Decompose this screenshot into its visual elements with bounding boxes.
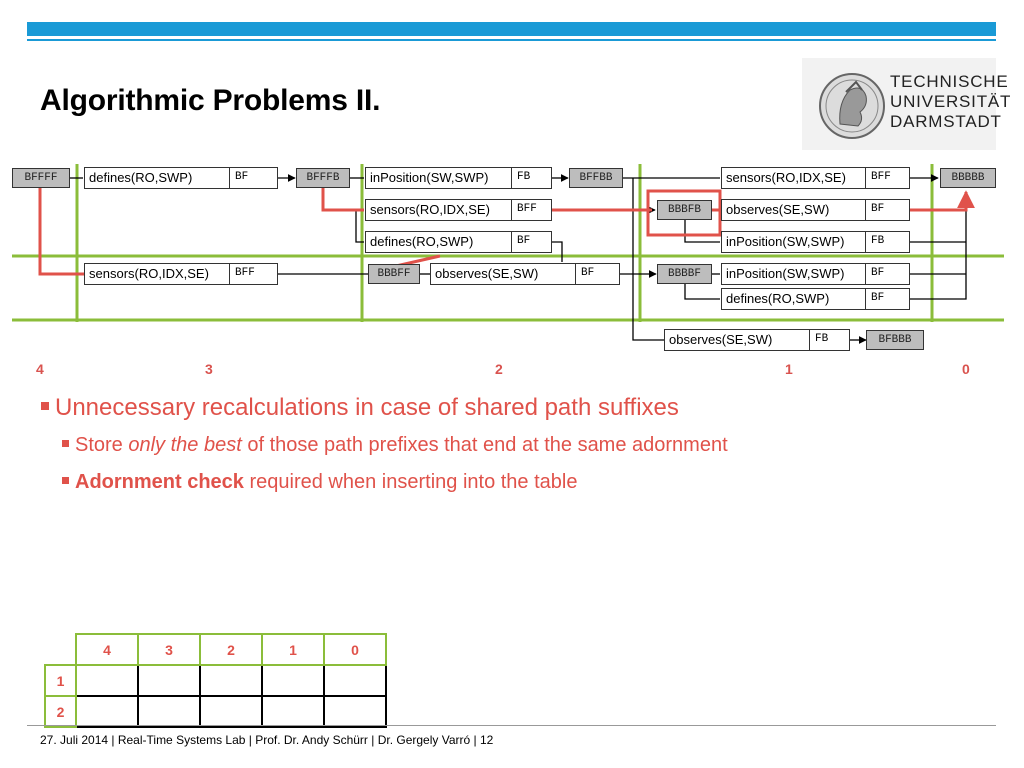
state-box: BFFBB <box>569 168 623 188</box>
table-cell <box>138 696 200 727</box>
table-header-cell: 3 <box>138 634 200 665</box>
level-label: 0 <box>962 361 970 377</box>
table-header-cell: 2 <box>200 634 262 665</box>
connector <box>685 218 720 242</box>
rule-adornment: BFF <box>229 264 277 284</box>
rule-adornment: FB <box>511 168 551 188</box>
table-header-row <box>45 634 386 665</box>
red-path <box>910 192 966 210</box>
bullet-square-icon <box>62 440 69 447</box>
table-header-cell: 4 <box>76 634 138 665</box>
rule-adornment: BF <box>511 232 551 252</box>
logo-line-2: UNIVERSITÄT <box>890 92 1012 111</box>
connector <box>910 192 966 299</box>
table-header-cell: 0 <box>324 634 386 665</box>
table-cell <box>324 665 386 696</box>
footer: 27. Juli 2014 | Real-Time Systems Lab | Prof. Dr. Andy Schürr | Dr. Gergely Varró | 12 <box>40 733 494 747</box>
bullet-square-icon <box>41 402 49 410</box>
rule-name: observes(SE,SW) <box>435 266 539 281</box>
page-title: Algorithmic Problems II. <box>40 84 381 117</box>
table-cell <box>262 696 324 727</box>
logo-line-3: DARMSTADT <box>890 112 1002 131</box>
rule-box <box>721 231 910 253</box>
logo-line-1: TECHNISCHE <box>890 72 1009 91</box>
connector <box>910 192 966 210</box>
rule-adornment: BFF <box>865 168 909 188</box>
table-cell <box>76 696 138 727</box>
rule-box <box>84 167 278 189</box>
rule-name: inPosition(SW,SWP) <box>726 234 845 249</box>
rule-name: defines(RO,SWP) <box>370 234 474 249</box>
rule-adornment: BF <box>575 264 619 284</box>
rule-adornment: BF <box>865 289 909 309</box>
rule-adornment: FB <box>865 232 909 252</box>
rule-box <box>721 288 910 310</box>
connector <box>552 242 562 262</box>
state-box: BFBBB <box>866 330 924 350</box>
rule-adornment: FB <box>809 330 849 350</box>
rule-box <box>721 167 910 189</box>
rule-name: defines(RO,SWP) <box>726 291 830 306</box>
bullet-bold: Adornment check <box>75 471 244 493</box>
state-box: BBBBF <box>657 264 712 284</box>
connector <box>685 282 720 299</box>
table-row <box>45 696 386 727</box>
table-cell <box>200 665 262 696</box>
rule-adornment: BFF <box>511 200 551 220</box>
rule-name: observes(SE,SW) <box>726 202 830 217</box>
state-box: BBBFF <box>368 264 420 284</box>
table-cell <box>138 665 200 696</box>
bullet-square-icon <box>62 477 69 484</box>
rule-name: defines(RO,SWP) <box>89 170 193 185</box>
state-box: BFFFF <box>12 168 70 188</box>
table-cell <box>76 665 138 696</box>
table-corner <box>45 634 76 665</box>
rule-box <box>365 167 552 189</box>
rule-box <box>84 263 278 285</box>
level-label: 2 <box>495 361 503 377</box>
table-cell <box>200 696 262 727</box>
level-label: 1 <box>785 361 793 377</box>
level-label: 4 <box>36 361 44 377</box>
bullet-sub-2 <box>62 471 577 494</box>
table-row-header: 2 <box>45 696 76 727</box>
rule-name: observes(SE,SW) <box>669 332 773 347</box>
table-row <box>45 665 386 696</box>
bullet-main <box>41 394 679 422</box>
rule-name: sensors(RO,IDX,SE) <box>370 202 490 217</box>
table-cell <box>324 696 386 727</box>
table-cell <box>262 665 324 696</box>
rule-name: sensors(RO,IDX,SE) <box>89 266 209 281</box>
rule-box <box>721 199 910 221</box>
state-box: BBBFB <box>657 200 712 220</box>
table-row-header: 1 <box>45 665 76 696</box>
bullet-text: of those path prefixes that end at the same adornment <box>241 434 728 456</box>
state-box: BBBBB <box>940 168 996 188</box>
level-label: 3 <box>205 361 213 377</box>
table-header-cell: 1 <box>262 634 324 665</box>
bullet-text: required when inserting into the table <box>243 471 578 493</box>
rule-name: sensors(RO,IDX,SE) <box>726 170 846 185</box>
adornment-table <box>44 633 387 728</box>
bullet-text: Store <box>75 434 129 456</box>
bullet-sub-1 <box>62 434 728 457</box>
rule-adornment: BF <box>229 168 277 188</box>
state-box: BFFFB <box>296 168 350 188</box>
rule-name: inPosition(SW,SWP) <box>726 266 845 281</box>
rule-name: inPosition(SW,SWP) <box>370 170 489 185</box>
rule-box <box>365 231 552 253</box>
rule-adornment: BF <box>865 264 909 284</box>
bullet-emphasis: only the best <box>128 434 242 456</box>
rule-adornment: BF <box>865 200 909 220</box>
rule-box <box>430 263 620 285</box>
rule-box <box>365 199 552 221</box>
bullet-text: Unnecessary recalculations in case of shared path suffixes <box>55 394 679 421</box>
red-path <box>323 188 364 210</box>
footer-divider <box>27 725 996 726</box>
rule-box <box>721 263 910 285</box>
rule-box <box>664 329 850 351</box>
